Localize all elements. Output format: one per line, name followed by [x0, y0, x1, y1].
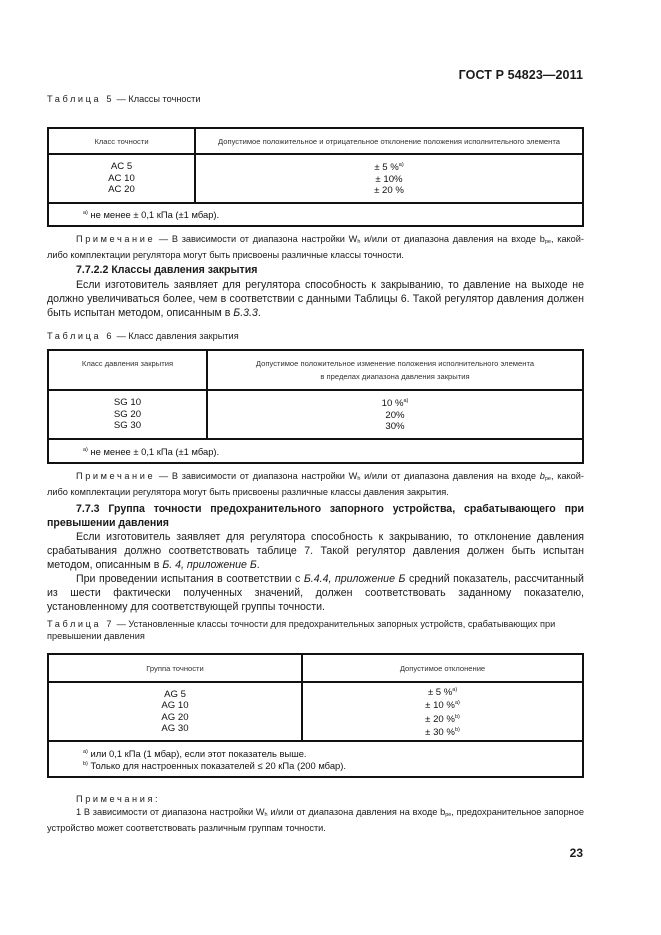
table6-caption: Таблица 6 — Класс давления закрытия — [47, 331, 239, 341]
group-cell: AG 5 AG 10 AG 20 AG 30 — [48, 682, 302, 741]
section-heading-773: 7.7.3 Группа точности предохранительного запорного устройства, срабатывающего при превышении давления — [47, 503, 584, 529]
table-header-row — [48, 654, 583, 682]
reference: Б.3.3 — [233, 307, 258, 319]
deviation-value: ± 10% — [375, 173, 403, 185]
column-header: Допустимое положительное и отрицательное отклонение положения исполнительного элемента — [195, 128, 583, 154]
column-header: Группа точности — [48, 654, 302, 682]
deviation-cell — [195, 154, 583, 203]
page-number: 23 — [569, 846, 583, 860]
column-header: Допустимое отклонение — [302, 654, 583, 682]
footnote: $^{a)}$ не менее ± 0,1 кПа (±1 мбар). — [48, 439, 583, 463]
column-header: Класс точности — [48, 128, 195, 154]
section-773-p1: Если изготовитель заявляет для регулятора способность к закрыванию, то отклонение давления срабатывания должно соответствовать таблице 7. Такой регулятор давления должен быть испытан методом, описанным в Б. 4, приложение Б. — [47, 531, 584, 571]
change-cell: 10 %$^{a)}$ 20% 30% — [207, 390, 583, 439]
table6 — [47, 349, 584, 464]
table-footnote-row — [48, 439, 583, 463]
table7-caption: Таблица 7 — Установленные классы точности для предохранительных запорных устройств, срабатывающих при превышении давления — [47, 619, 556, 641]
caption-label: Таблица 5 — [47, 94, 115, 104]
table-body-row — [48, 682, 583, 741]
reference: Б. 4, приложение Б — [162, 559, 257, 571]
class-value: AC 20 — [108, 184, 135, 196]
note-item-1: 1 В зависимости от диапазона настройки Wh и/или от диапазона давления на входе bpe, предохранительное запорное устройство может соответствовать различным группам точности. — [47, 807, 584, 833]
table-footnote-row — [48, 203, 583, 226]
table7 — [47, 653, 584, 778]
table-body-row — [48, 154, 583, 203]
deviation-cell: ± 5 %$^{a)}$ ± 10 %$^{a)}$ ± 20 %$^{b)}$ ± 30 %$^{b)}$ — [302, 682, 583, 741]
standard-number: ГОСТ Р 54823—2011 — [458, 68, 583, 82]
table-body-row — [48, 390, 583, 439]
footnotes: $^{a)}$ или 0,1 кПа (1 мбар), если этот показатель выше. $^{b)}$ Только для настроенных показателей ≤ 20 кПа (200 мбар). — [48, 741, 583, 777]
class-value: AC 5 — [110, 161, 133, 173]
table-header-row — [48, 128, 583, 154]
column-header: Допустимое положительное изменение положения исполнительного элемента в пределах диапазона давления закрытия — [207, 350, 583, 390]
table5 — [47, 127, 584, 227]
table-header-row — [48, 350, 583, 390]
table6-note: Примечание — В зависимости от диапазона настройки Wh и/или от диапазона давления на входе bpe, какой-либо комплектации регулятора могут быть присвоены различные классы давления закрытия. — [47, 471, 584, 497]
deviation-value: ± 20 % — [374, 185, 404, 197]
caption-text: — Классы точности — [114, 94, 201, 104]
reference: Б.4.4, приложение Б — [303, 573, 406, 585]
table5-note: Примечание — В зависимости от диапазона настройки Wh и/или от диапазона давления на входе bpe, какой-либо комплектации регулятора могут быть присвоены различные классы точности. — [47, 234, 584, 260]
section-773-p2: При проведении испытания в соответствии с Б.4.4, приложение Б средний показатель, рассчитанный из шести фактически полученных значений, должен соответствовать заданному показателю, установленному для соответствующей группы точности. — [47, 573, 584, 613]
notes-label: Примечания: — [76, 794, 161, 804]
section-7722-text: Если изготовитель заявляет для регулятора способность к закрыванию, то давление на выходе не должно увеличиваться более, чем в соответствии с данными Таблицы 6. Такой регулятор давления должен быть испытан методом, описанным в Б.3.3. — [47, 279, 584, 319]
table-footnote-row — [48, 741, 583, 777]
table5-caption — [47, 94, 200, 104]
section-heading-7722: 7.7.2.2 Классы давления закрытия — [76, 264, 258, 276]
footnote: $^{a)}$ не менее ± 0,1 кПа (±1 мбар). — [48, 203, 583, 226]
class-cell: SG 10 SG 20 SG 30 — [48, 390, 207, 439]
class-cell — [48, 154, 195, 203]
deviation-value: ± 5 %$^{a)}$ — [374, 162, 404, 174]
column-header: Класс давления закрытия — [48, 350, 207, 390]
class-value: AC 10 — [108, 172, 135, 184]
